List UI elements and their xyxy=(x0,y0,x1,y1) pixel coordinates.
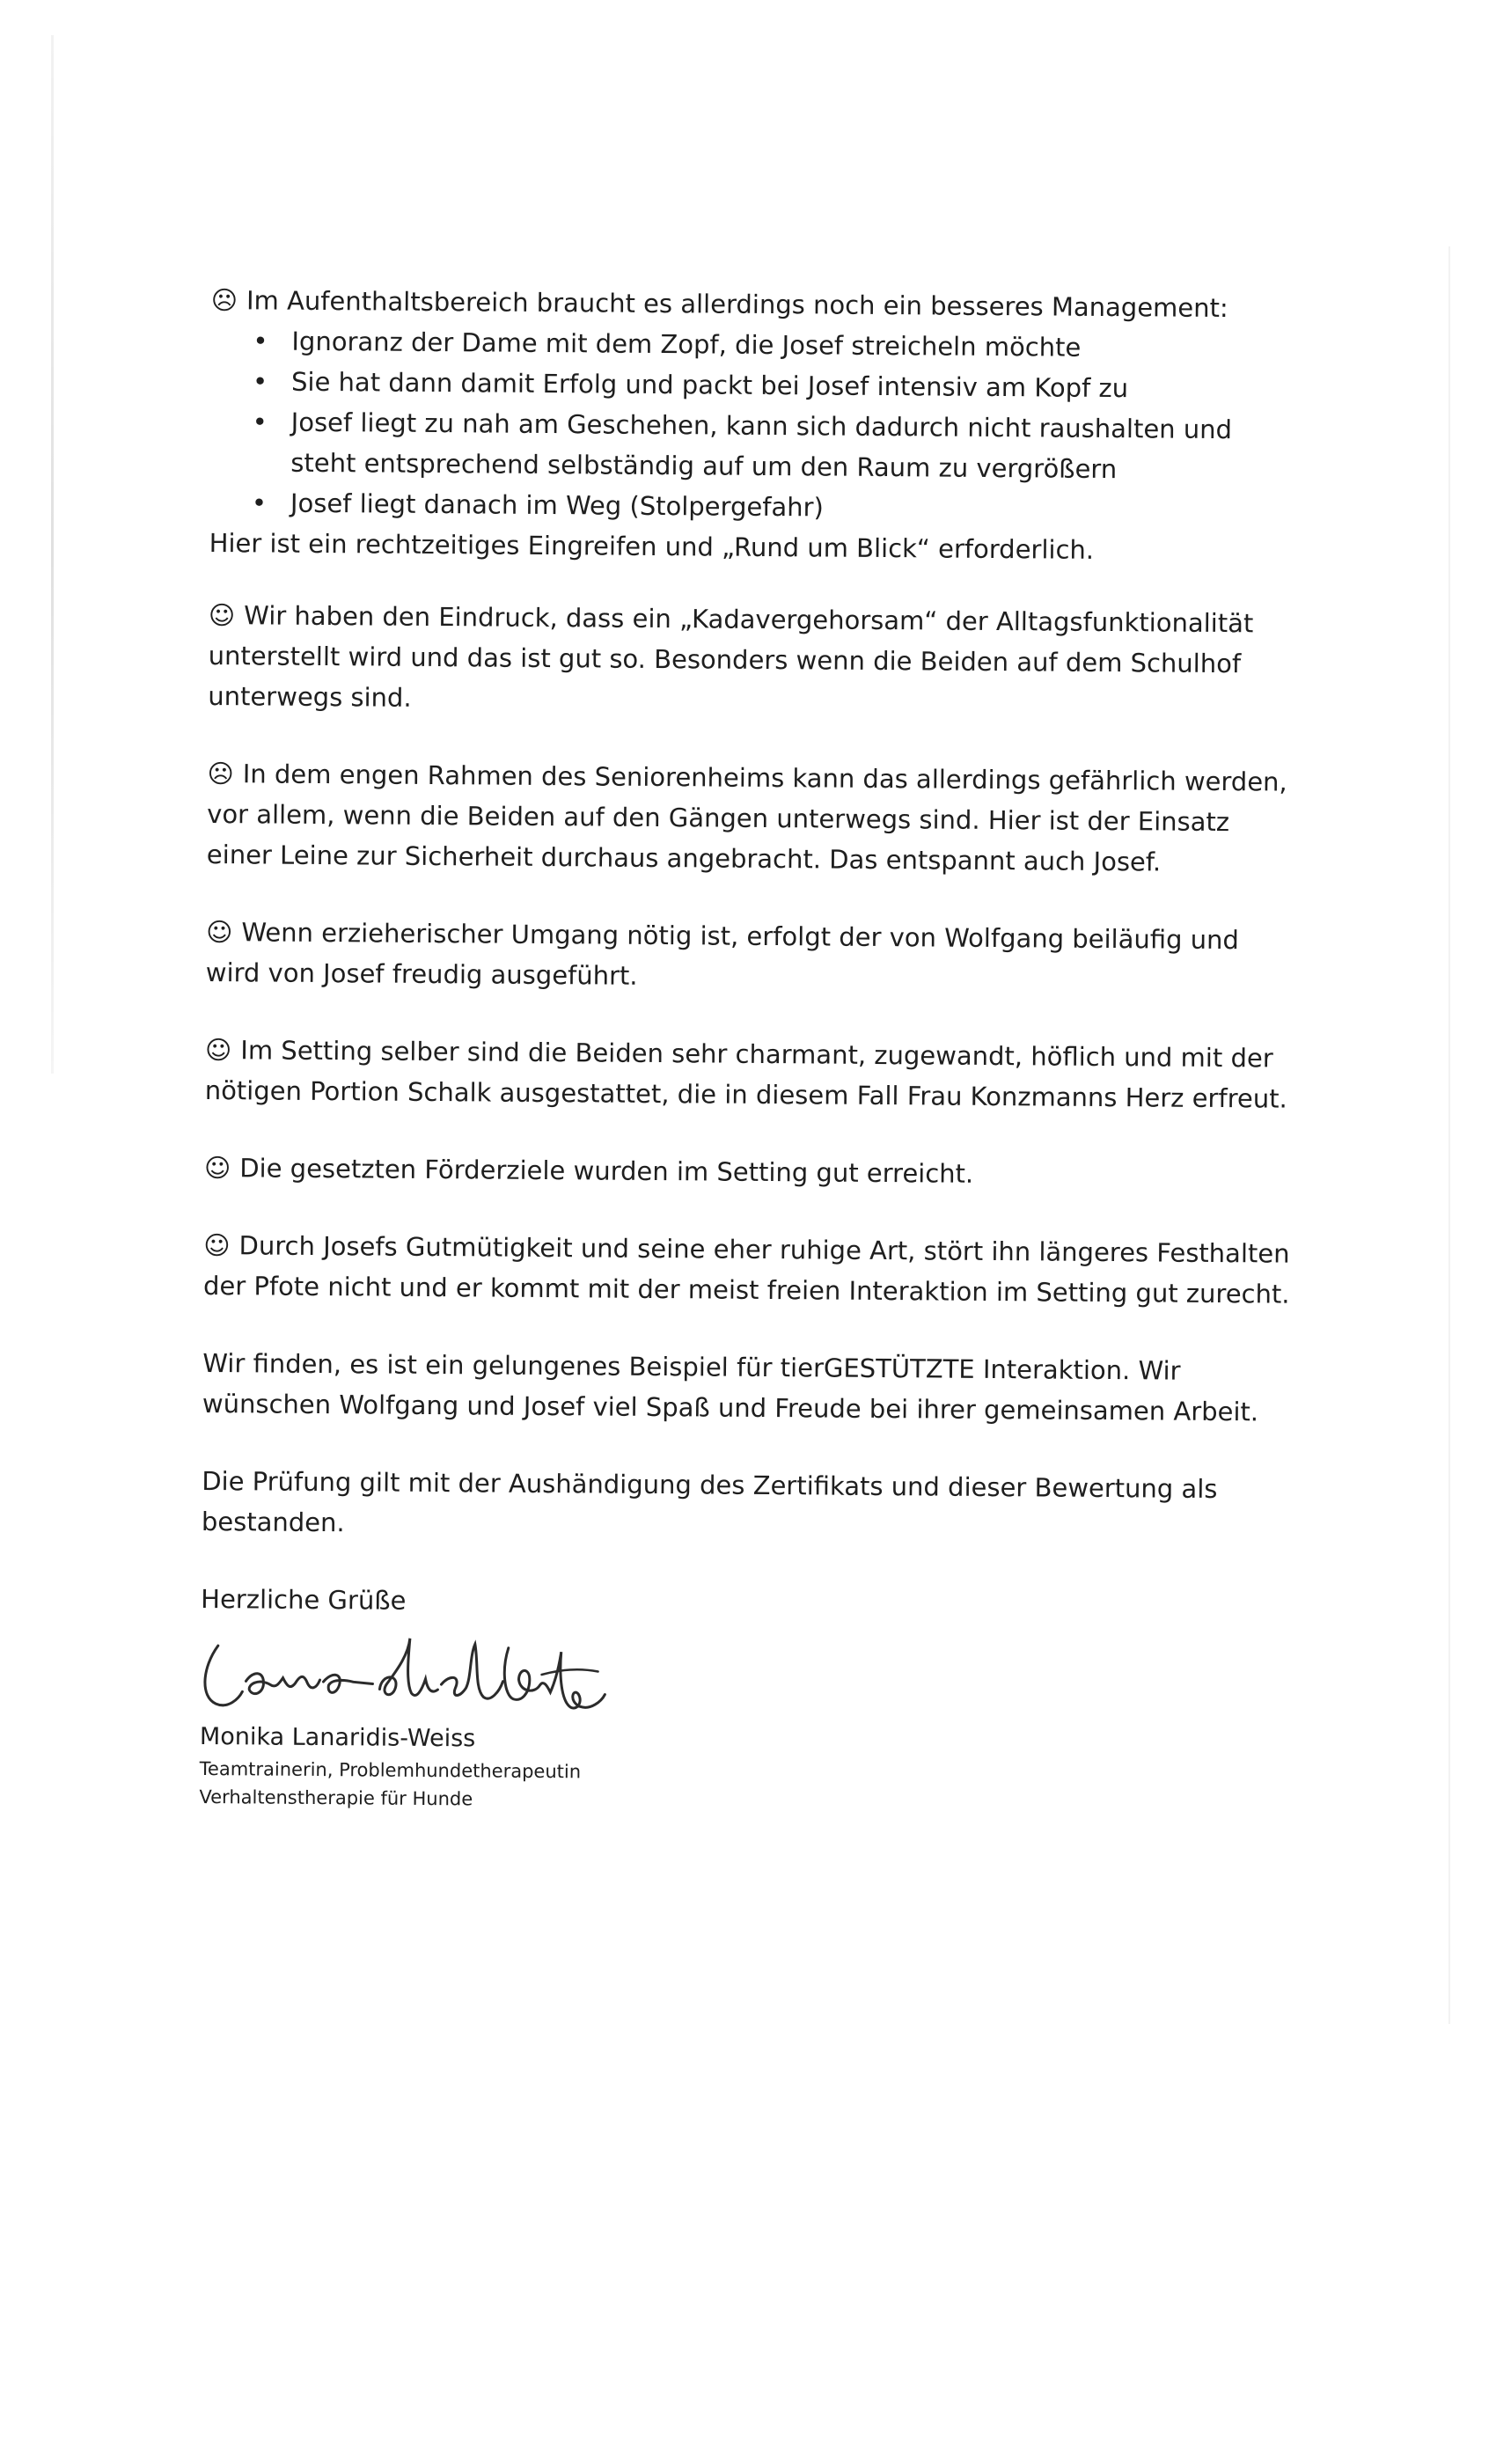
signer-name: Monika Lanaridis-Weiss xyxy=(199,1722,476,1753)
bullet-icon: • xyxy=(252,407,268,437)
bullet-icon: • xyxy=(251,488,268,518)
smiley-face-icon: ☺ xyxy=(204,1034,232,1066)
management-section xyxy=(209,280,1302,572)
smiley-face-icon: ☺ xyxy=(208,599,236,631)
paragraph-text: Wenn erzieherischer Umgang nötig ist, erfolgt der von Wolfgang beiläufig und wird von Josef freudig ausgeführt. xyxy=(205,917,1240,991)
bullet-icon: • xyxy=(253,326,268,356)
signer-role: Teamtrainerin, Problemhundetherapeutin xyxy=(199,1757,582,1783)
signature-block xyxy=(199,1579,1292,1820)
letter-body xyxy=(199,280,1302,1820)
management-bullet-list xyxy=(209,320,1302,532)
scan-shadow-right xyxy=(1448,246,1450,2024)
list-item-text: Sie hat dann damit Erfolg und packt bei Josef intensiv am Kopf zu xyxy=(290,366,1129,404)
list-item-text: Josef liegt danach im Weg (Stolpergefahr) xyxy=(290,488,824,523)
management-intro-text: Im Aufenthaltsbereich braucht es allerdings noch ein besseres Management: xyxy=(246,285,1228,324)
management-conclusion: Hier ist ein rechtzeitiges Eingreifen und „Rund um Blick“ erforderlich. xyxy=(209,527,1095,565)
bullet-icon: • xyxy=(252,366,268,397)
list-item-text: Ignoranz der Dame mit dem Zopf, die Josef streicheln möchte xyxy=(291,326,1082,363)
signer-specialty: Verhaltenstherapie für Hunde xyxy=(199,1786,473,1810)
paragraph-text: Die gesetzten Förderziele wurden im Setting gut erreicht. xyxy=(239,1153,974,1189)
paragraph-leash xyxy=(207,753,1299,884)
paragraph-obedience xyxy=(208,595,1300,725)
list-item xyxy=(252,482,1301,531)
paragraph-goals xyxy=(204,1148,1295,1197)
smiley-face-icon: ☺ xyxy=(203,1229,231,1261)
sad-face-icon: ☹ xyxy=(210,284,238,316)
handwritten-signature xyxy=(191,1619,649,1720)
paragraph-text: Wir haben den Eindruck, dass ein „Kadavergehorsam“ der Alltagsfunktionalität unterstellt wird und das ist gut so. Besonders wenn die Beiden auf dem Schulhof unterwegs sind. xyxy=(208,600,1254,713)
paragraph-summary: Wir finden, es ist ein gelungenes Beispiel für tierGESTÜTZTE Interaktion. Wir wünschen Wolfgang und Josef viel Spaß und Freude bei ihrer gemeinsamen Arbeit. xyxy=(202,1347,1259,1427)
paragraph-setting xyxy=(205,1030,1297,1119)
greeting: Herzliche Grüße xyxy=(201,1583,407,1616)
paragraph-text: In dem engen Rahmen des Seniorenheims kann das allerdings gefährlich werden, vor allem, wenn die Beiden auf den Gängen unterwegs sind. Hier ist der Einsatz einer Leine zur Sicherheit durchaus angebracht. Das entspannt auch Josef. xyxy=(206,759,1287,877)
paragraph-education xyxy=(206,912,1298,1001)
sad-face-icon: ☹ xyxy=(207,758,234,789)
list-item-text: Josef liegt zu nah am Geschehen, kann sich dadurch nicht raushalten und steht entsprechend selbständig auf um den Raum zu vergrößern xyxy=(290,407,1233,485)
paragraph-exam-result: Die Prüfung gilt mit der Aushändigung des Zertifikats und dieser Bewertung als bestanden. xyxy=(201,1465,1218,1538)
paragraph-text: Im Setting selber sind die Beiden sehr charmant, zugewandt, höflich und mit der nötigen Portion Schalk ausgestattet, die in diesem Fall Frau Konzmanns Herz erfreut. xyxy=(204,1035,1287,1114)
list-item xyxy=(252,401,1302,490)
paragraph-text: Durch Josefs Gutmütigkeit und seine eher ruhige Art, stört ihn längeres Festhalten der Pfote nicht und er kommt mit der meist freien Interaktion im Setting gut zurecht. xyxy=(202,1230,1290,1309)
paragraph-temperament xyxy=(203,1225,1295,1315)
smiley-face-icon: ☺ xyxy=(203,1152,231,1184)
smiley-face-icon: ☺ xyxy=(206,916,233,948)
scan-shadow-left xyxy=(51,35,54,1074)
